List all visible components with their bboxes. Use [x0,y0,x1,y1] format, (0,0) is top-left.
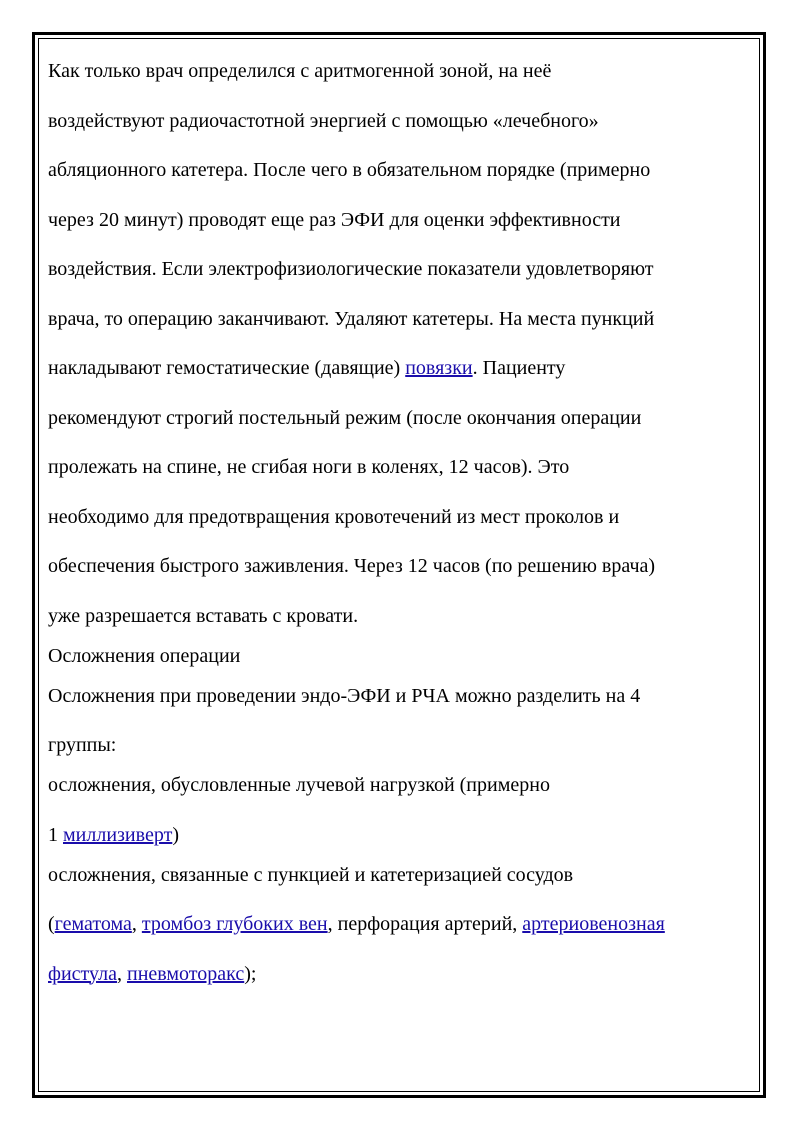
text-line: абляционного катетера. После чего в обязательном порядке (примерно [48,159,651,181]
text-line: рекомендуют строгий постельный режим (после окончания операции [48,406,642,429]
link-pnevmotoraks[interactable]: пневмоторакс [127,962,245,985]
link-fistula[interactable]: фистула [48,962,117,985]
link-millisievert[interactable]: миллизиверт [63,823,173,846]
text-line [48,817,748,857]
link-arteriovenoznaya[interactable]: артериовенозная [522,913,665,935]
text-span: , [117,962,127,985]
text-line: осложнения, обусловленные лучевой нагрузкой (примерно [48,774,550,796]
text-line [48,956,748,1006]
text-line [48,906,748,956]
text-line: врача, то операцию заканчивают. Удаляют катетеры. На места пункций [48,307,655,330]
link-gematoma[interactable]: гематома [54,913,132,935]
section-heading: Осложнения операции [48,644,241,667]
text-span: ); [244,962,257,985]
text-line: уже разрешается вставать с кровати. [48,604,359,627]
text-line: пролежать на спине, не сгибая ноги в коленях, 12 часов). Это [48,456,570,478]
text-span: , перфорация артерий, [327,913,523,935]
text-span: накладывают гемостатические (давящие) [48,357,406,379]
text-line [48,350,748,400]
text-span: . Пациенту [472,357,566,379]
text-line: воздействия. Если электрофизиологические показатели удовлетворяют [48,258,654,280]
text-span: ( [48,913,55,935]
text-line: Как только врач определился с аритмогенной зоной, на неё [48,60,552,82]
text-line: осложнения, связанные с пункцией и катетеризацией сосудов [48,863,574,886]
link-tromboz[interactable]: тромбоз глубоких вен [141,913,328,935]
text-span: ) [172,823,179,846]
text-line: Осложнения при проведении эндо-ЭФИ и РЧА можно разделить на 4 [48,684,641,707]
text-line: необходимо для предотвращения кровотечений из мест проколов и [48,505,620,528]
text-span: 1 [48,823,63,846]
text-line: группы: [48,734,117,756]
text-line: обеспечения быстрого заживления. Через 12 часов (по решению врача) [48,555,656,577]
link-povyazki[interactable]: повязки [405,357,473,379]
text-span: , [131,913,142,935]
text-line: через 20 минут) проводят еще раз ЭФИ для оценки эффективности [48,208,621,231]
text-line: воздействуют радиочастотной энергией с помощью «лечебного» [48,109,599,132]
document-body [48,53,748,1005]
